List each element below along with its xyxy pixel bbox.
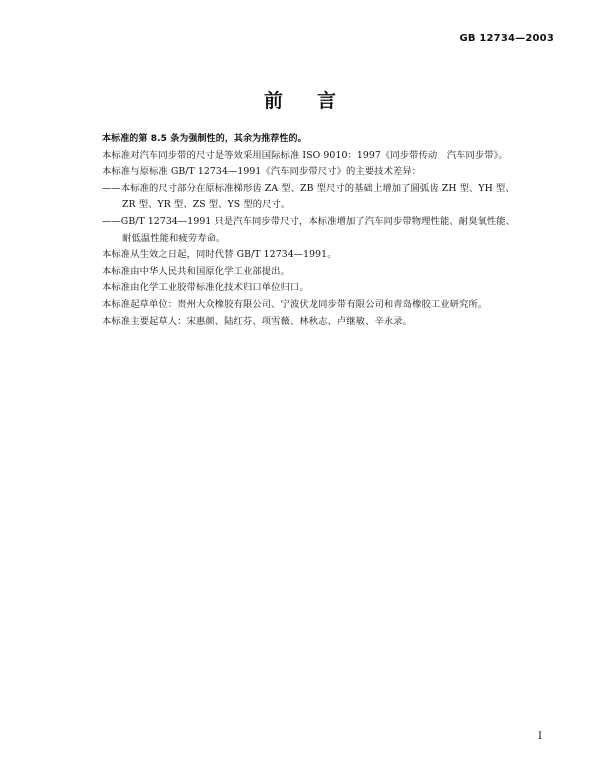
paragraph-drafting-units: 本标准起草单位：贵州大众橡胶有限公司、宁波伏龙同步带有限公司和青岛橡胶工业研究所。	[102, 298, 488, 310]
paragraph-drafters: 本标准主要起草人：宋惠颜、陆红芬、项雪薇、林秋志、卢继敏、辛永录。	[102, 315, 413, 327]
standard-code: GB 12734—2003	[459, 33, 554, 44]
paragraph-mandatory-clause: 本标准的第 8.5 条为强制性的，其余为推荐性的。	[102, 134, 307, 144]
paragraph-difference-2: ——GB/T 12734—1991 只是汽车同步带尺寸，本标准增加了汽车同步带物理性能、耐臭氧性能、	[102, 215, 516, 227]
page-number: I	[538, 731, 542, 742]
paragraph-differences-intro: 本标准与原标准 GB/T 12734—1991《汽车同步带尺寸》的主要技术差异：	[102, 166, 422, 178]
paragraph-centralized-by: 本标准由化学工业胶带标准化技术归口单位归口。	[102, 282, 309, 294]
paragraph-difference-1: ——本标准的尺寸部分在原标准梯形齿 ZA 型、ZB 型尺寸的基础上增加了圆弧齿 ZH 型、YH 型、	[102, 182, 515, 194]
foreword-body	[102, 131, 572, 330]
paragraph-proposed-by: 本标准由中华人民共和国原化学工业部提出。	[102, 265, 290, 277]
title-char-1: 前	[263, 90, 283, 112]
paragraph-replaces: 本标准从生效之日起，同时代替 GB/T 12734—1991。	[102, 249, 337, 261]
page-title	[0, 86, 600, 113]
paragraph-difference-2-cont: 耐低温性能和疲劳寿命。	[122, 232, 226, 244]
paragraph-difference-1-cont: ZR 型、YR 型、ZS 型、YS 型的尺寸。	[122, 199, 291, 211]
title-char-2: 言	[317, 90, 337, 112]
paragraph-iso-equivalence: 本标准对汽车同步带的尺寸是等效采用国际标准 ISO 9010：1997《同步带传动 汽车同步带》。	[102, 149, 508, 161]
